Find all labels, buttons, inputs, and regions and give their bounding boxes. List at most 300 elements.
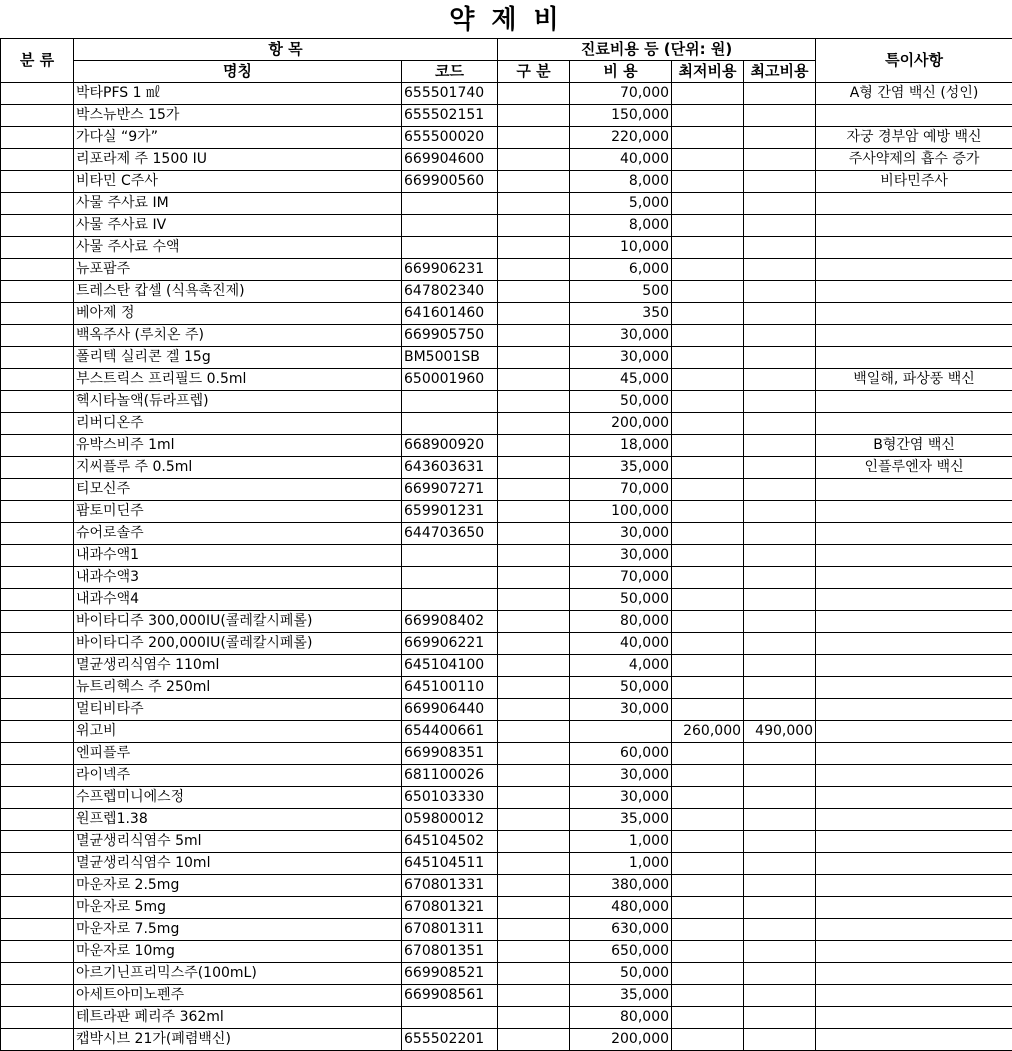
type-cell [498, 545, 570, 567]
type-cell [498, 347, 570, 369]
min-cost-cell [672, 897, 744, 919]
table-row [1, 875, 1012, 897]
category-cell [1, 127, 74, 149]
type-cell [498, 171, 570, 193]
table-row [1, 83, 1012, 105]
drug-name-cell: 수프렙미니에스정 [74, 787, 402, 809]
table-row [1, 303, 1012, 325]
min-cost-cell [672, 171, 744, 193]
min-cost-cell [672, 1029, 744, 1051]
type-cell [498, 633, 570, 655]
drug-name-cell: 내과수액3 [74, 567, 402, 589]
min-cost-cell [672, 655, 744, 677]
type-cell [498, 919, 570, 941]
drug-name-cell: 라이넥주 [74, 765, 402, 787]
category-cell [1, 193, 74, 215]
max-cost-cell [744, 457, 816, 479]
header-items: 항 목 [74, 39, 498, 61]
cost-cell: 650,000 [570, 941, 672, 963]
max-cost-cell [744, 171, 816, 193]
max-cost-cell [744, 765, 816, 787]
note-cell [816, 831, 1012, 853]
drug-name-cell: 베아제 정 [74, 303, 402, 325]
note-cell [816, 787, 1012, 809]
table-row [1, 1029, 1012, 1051]
max-cost-cell [744, 1007, 816, 1029]
note-cell: 백일해, 파상풍 백신 [816, 369, 1012, 391]
note-cell [816, 897, 1012, 919]
drug-name-cell: 슈어로솔주 [74, 523, 402, 545]
table-row [1, 809, 1012, 831]
drug-name-cell: 팜토미딘주 [74, 501, 402, 523]
drug-name-cell: 박타PFS 1 ㎖ [74, 83, 402, 105]
drug-code-cell: 669908521 [402, 963, 498, 985]
note-cell [816, 413, 1012, 435]
drug-name-cell: 사물 주사료 IM [74, 193, 402, 215]
min-cost-cell [672, 237, 744, 259]
cost-cell: 30,000 [570, 545, 672, 567]
max-cost-cell [744, 941, 816, 963]
min-cost-cell [672, 567, 744, 589]
category-cell [1, 897, 74, 919]
cost-cell: 1,000 [570, 831, 672, 853]
drug-code-cell: 655501740 [402, 83, 498, 105]
category-cell [1, 941, 74, 963]
category-cell [1, 545, 74, 567]
table-row [1, 237, 1012, 259]
cost-cell: 40,000 [570, 633, 672, 655]
table-row [1, 721, 1012, 743]
min-cost-cell [672, 809, 744, 831]
note-cell [816, 303, 1012, 325]
table-row [1, 479, 1012, 501]
table-row [1, 281, 1012, 303]
drug-code-cell: 668900920 [402, 435, 498, 457]
table-row [1, 1007, 1012, 1029]
cost-cell [570, 721, 672, 743]
drug-name-cell: 가다실 “9가” [74, 127, 402, 149]
drug-name-cell: 리포라제 주 1500 IU [74, 149, 402, 171]
max-cost-cell [744, 413, 816, 435]
table-row [1, 655, 1012, 677]
category-cell [1, 479, 74, 501]
drug-name-cell: 폴리텍 실리콘 겔 15g [74, 347, 402, 369]
type-cell [498, 105, 570, 127]
table-row [1, 919, 1012, 941]
type-cell [498, 853, 570, 875]
drug-name-cell: 바이타디주 200,000IU(콜레칼시페롤) [74, 633, 402, 655]
type-cell [498, 237, 570, 259]
min-cost-cell [672, 325, 744, 347]
max-cost-cell [744, 589, 816, 611]
note-cell: 자궁 경부암 예방 백신 [816, 127, 1012, 149]
type-cell [498, 677, 570, 699]
drug-name-cell: 원프렙1.38 [74, 809, 402, 831]
min-cost-cell [672, 435, 744, 457]
note-cell [816, 237, 1012, 259]
category-cell [1, 281, 74, 303]
type-cell [498, 611, 570, 633]
drug-name-cell: 지씨플루 주 0.5ml [74, 457, 402, 479]
type-cell [498, 435, 570, 457]
type-cell [498, 281, 570, 303]
note-cell [816, 699, 1012, 721]
drug-name-cell: 아세트아미노펜주 [74, 985, 402, 1007]
category-cell [1, 105, 74, 127]
drug-code-cell: BM5001SB [402, 347, 498, 369]
min-cost-cell [672, 611, 744, 633]
table-row [1, 611, 1012, 633]
type-cell [498, 523, 570, 545]
table-row [1, 149, 1012, 171]
min-cost-cell [672, 875, 744, 897]
drug-code-cell [402, 567, 498, 589]
min-cost-cell [672, 919, 744, 941]
type-cell [498, 743, 570, 765]
drug-name-cell: 테트라판 페리주 362ml [74, 1007, 402, 1029]
category-cell [1, 303, 74, 325]
cost-cell: 30,000 [570, 787, 672, 809]
type-cell [498, 303, 570, 325]
drug-code-cell: 650001960 [402, 369, 498, 391]
note-cell [816, 105, 1012, 127]
type-cell [498, 985, 570, 1007]
cost-cell: 50,000 [570, 391, 672, 413]
category-cell [1, 1029, 74, 1051]
note-cell [816, 501, 1012, 523]
min-cost-cell [672, 457, 744, 479]
cost-cell: 30,000 [570, 325, 672, 347]
max-cost-cell [744, 215, 816, 237]
note-cell: 주사약제의 흡수 증가 [816, 149, 1012, 171]
type-cell [498, 655, 570, 677]
drug-code-cell: 669908351 [402, 743, 498, 765]
min-cost-cell [672, 83, 744, 105]
drug-code-cell: 669904600 [402, 149, 498, 171]
category-cell [1, 677, 74, 699]
drug-name-cell: 헥시타놀액(듀라프렙) [74, 391, 402, 413]
type-cell [498, 941, 570, 963]
cost-cell: 200,000 [570, 1029, 672, 1051]
drug-name-cell: 마운자로 10mg [74, 941, 402, 963]
drug-name-cell: 내과수액1 [74, 545, 402, 567]
min-cost-cell [672, 765, 744, 787]
min-cost-cell [672, 589, 744, 611]
min-cost-cell [672, 347, 744, 369]
drug-name-cell: 캡박시브 21가(폐렴백신) [74, 1029, 402, 1051]
max-cost-cell [744, 259, 816, 281]
max-cost-cell [744, 149, 816, 171]
cost-cell: 480,000 [570, 897, 672, 919]
note-cell [816, 655, 1012, 677]
type-cell [498, 501, 570, 523]
note-cell [816, 1007, 1012, 1029]
min-cost-cell [672, 149, 744, 171]
min-cost-cell [672, 853, 744, 875]
max-cost-cell [744, 523, 816, 545]
table-row [1, 127, 1012, 149]
category-cell [1, 831, 74, 853]
drug-name-cell: 사물 주사료 수액 [74, 237, 402, 259]
note-cell [816, 853, 1012, 875]
category-cell [1, 655, 74, 677]
min-cost-cell [672, 787, 744, 809]
drug-code-cell [402, 545, 498, 567]
drug-code-cell: 669906440 [402, 699, 498, 721]
min-cost-cell [672, 743, 744, 765]
note-cell [816, 633, 1012, 655]
type-cell [498, 325, 570, 347]
category-cell [1, 501, 74, 523]
table-row [1, 743, 1012, 765]
table-row [1, 369, 1012, 391]
type-cell [498, 259, 570, 281]
table-row [1, 391, 1012, 413]
max-cost-cell [744, 303, 816, 325]
max-cost-cell [744, 391, 816, 413]
max-cost-cell [744, 193, 816, 215]
cost-cell: 8,000 [570, 215, 672, 237]
drug-code-cell: 655502201 [402, 1029, 498, 1051]
note-cell [816, 545, 1012, 567]
max-cost-cell [744, 875, 816, 897]
drug-code-cell [402, 215, 498, 237]
drug-code-cell [402, 193, 498, 215]
table-row [1, 941, 1012, 963]
type-cell [498, 479, 570, 501]
type-cell [498, 215, 570, 237]
min-cost-cell [672, 259, 744, 281]
max-cost-cell [744, 677, 816, 699]
table-row [1, 171, 1012, 193]
max-cost-cell [744, 1029, 816, 1051]
category-cell [1, 457, 74, 479]
note-cell [816, 479, 1012, 501]
category-cell [1, 435, 74, 457]
cost-cell: 350 [570, 303, 672, 325]
type-cell [498, 897, 570, 919]
note-cell [816, 985, 1012, 1007]
max-cost-cell [744, 479, 816, 501]
max-cost-cell [744, 963, 816, 985]
drug-name-cell: 트레스탄 캅셀 (식욕촉진제) [74, 281, 402, 303]
drug-name-cell: 멸균생리식염수 5ml [74, 831, 402, 853]
note-cell [816, 259, 1012, 281]
drug-code-cell [402, 589, 498, 611]
min-cost-cell [672, 545, 744, 567]
max-cost-cell [744, 105, 816, 127]
table-row [1, 831, 1012, 853]
note-cell [816, 677, 1012, 699]
drug-name-cell: 뉴포팜주 [74, 259, 402, 281]
drug-name-cell: 유박스비주 1ml [74, 435, 402, 457]
cost-cell: 4,000 [570, 655, 672, 677]
type-cell [498, 589, 570, 611]
category-cell [1, 347, 74, 369]
category-cell [1, 919, 74, 941]
category-cell [1, 765, 74, 787]
min-cost-cell [672, 501, 744, 523]
table-row [1, 523, 1012, 545]
table-row [1, 501, 1012, 523]
type-cell [498, 831, 570, 853]
header-min-cost: 최저비용 [672, 61, 744, 83]
max-cost-cell [744, 567, 816, 589]
type-cell [498, 457, 570, 479]
category-cell [1, 237, 74, 259]
table-row [1, 215, 1012, 237]
drug-name-cell: 내과수액4 [74, 589, 402, 611]
note-cell [816, 919, 1012, 941]
note-cell [816, 809, 1012, 831]
min-cost-cell [672, 303, 744, 325]
table-row [1, 677, 1012, 699]
min-cost-cell [672, 193, 744, 215]
type-cell [498, 369, 570, 391]
drug-name-cell: 비타민 C주사 [74, 171, 402, 193]
drug-code-cell: 669906221 [402, 633, 498, 655]
min-cost-cell [672, 281, 744, 303]
drug-name-cell: 멸균생리식염수 110ml [74, 655, 402, 677]
type-cell [498, 963, 570, 985]
cost-cell: 70,000 [570, 83, 672, 105]
max-cost-cell: 490,000 [744, 721, 816, 743]
table-row [1, 699, 1012, 721]
cost-cell: 80,000 [570, 1007, 672, 1029]
category-cell [1, 853, 74, 875]
drug-name-cell: 백옥주사 (루치온 주) [74, 325, 402, 347]
table-row [1, 787, 1012, 809]
type-cell [498, 127, 570, 149]
type-cell [498, 193, 570, 215]
max-cost-cell [744, 435, 816, 457]
drug-code-cell [402, 1007, 498, 1029]
category-cell [1, 743, 74, 765]
table-row [1, 325, 1012, 347]
cost-cell: 380,000 [570, 875, 672, 897]
table-row [1, 589, 1012, 611]
max-cost-cell [744, 809, 816, 831]
category-cell [1, 787, 74, 809]
max-cost-cell [744, 633, 816, 655]
drug-name-cell: 사물 주사료 IV [74, 215, 402, 237]
drug-code-cell: 670801331 [402, 875, 498, 897]
cost-cell: 50,000 [570, 963, 672, 985]
header-category: 분 류 [1, 39, 74, 83]
type-cell [498, 391, 570, 413]
drug-code-cell: 681100026 [402, 765, 498, 787]
cost-cell: 220,000 [570, 127, 672, 149]
category-cell [1, 611, 74, 633]
min-cost-cell [672, 479, 744, 501]
table-row [1, 413, 1012, 435]
header-cost: 비 용 [570, 61, 672, 83]
table-row [1, 963, 1012, 985]
cost-cell: 6,000 [570, 259, 672, 281]
category-cell [1, 413, 74, 435]
category-cell [1, 83, 74, 105]
drug-code-cell: 669900560 [402, 171, 498, 193]
category-cell [1, 369, 74, 391]
cost-cell: 60,000 [570, 743, 672, 765]
category-cell [1, 1007, 74, 1029]
category-cell [1, 215, 74, 237]
drug-code-cell: 659901231 [402, 501, 498, 523]
max-cost-cell [744, 787, 816, 809]
max-cost-cell [744, 853, 816, 875]
type-cell [498, 809, 570, 831]
cost-cell: 70,000 [570, 479, 672, 501]
table-row [1, 105, 1012, 127]
category-cell [1, 325, 74, 347]
min-cost-cell [672, 677, 744, 699]
category-cell [1, 567, 74, 589]
min-cost-cell: 260,000 [672, 721, 744, 743]
table-row [1, 853, 1012, 875]
note-cell [816, 875, 1012, 897]
drug-code-cell: 669906231 [402, 259, 498, 281]
drug-name-cell: 부스트릭스 프리필드 0.5ml [74, 369, 402, 391]
header-costs: 진료비용 등 (단위: 원) [498, 39, 816, 61]
min-cost-cell [672, 831, 744, 853]
min-cost-cell [672, 963, 744, 985]
cost-cell: 40,000 [570, 149, 672, 171]
drug-cost-table [0, 38, 1012, 1051]
cost-cell: 100,000 [570, 501, 672, 523]
type-cell [498, 413, 570, 435]
drug-code-cell: 641601460 [402, 303, 498, 325]
table-row [1, 259, 1012, 281]
drug-code-cell [402, 413, 498, 435]
note-cell: 인플루엔자 백신 [816, 457, 1012, 479]
type-cell [498, 875, 570, 897]
cost-cell: 35,000 [570, 985, 672, 1007]
category-cell [1, 523, 74, 545]
cost-cell: 45,000 [570, 369, 672, 391]
table-row [1, 347, 1012, 369]
drug-code-cell: 669905750 [402, 325, 498, 347]
cost-cell: 30,000 [570, 347, 672, 369]
drug-code-cell: 669908402 [402, 611, 498, 633]
cost-cell: 30,000 [570, 523, 672, 545]
max-cost-cell [744, 325, 816, 347]
drug-code-cell: 645104511 [402, 853, 498, 875]
category-cell [1, 963, 74, 985]
drug-code-cell [402, 237, 498, 259]
max-cost-cell [744, 919, 816, 941]
cost-cell: 35,000 [570, 809, 672, 831]
note-cell [816, 281, 1012, 303]
header-notes: 특이사항 [816, 39, 1012, 83]
drug-code-cell: 655502151 [402, 105, 498, 127]
cost-cell: 150,000 [570, 105, 672, 127]
type-cell [498, 765, 570, 787]
min-cost-cell [672, 215, 744, 237]
max-cost-cell [744, 83, 816, 105]
drug-code-cell: 670801351 [402, 941, 498, 963]
drug-name-cell: 멸균생리식염수 10ml [74, 853, 402, 875]
max-cost-cell [744, 369, 816, 391]
drug-code-cell: 644703650 [402, 523, 498, 545]
drug-code-cell: 645104100 [402, 655, 498, 677]
drug-code-cell: 643603631 [402, 457, 498, 479]
table-row [1, 435, 1012, 457]
max-cost-cell [744, 281, 816, 303]
max-cost-cell [744, 347, 816, 369]
drug-name-cell: 마운자로 7.5mg [74, 919, 402, 941]
cost-cell: 18,000 [570, 435, 672, 457]
min-cost-cell [672, 127, 744, 149]
